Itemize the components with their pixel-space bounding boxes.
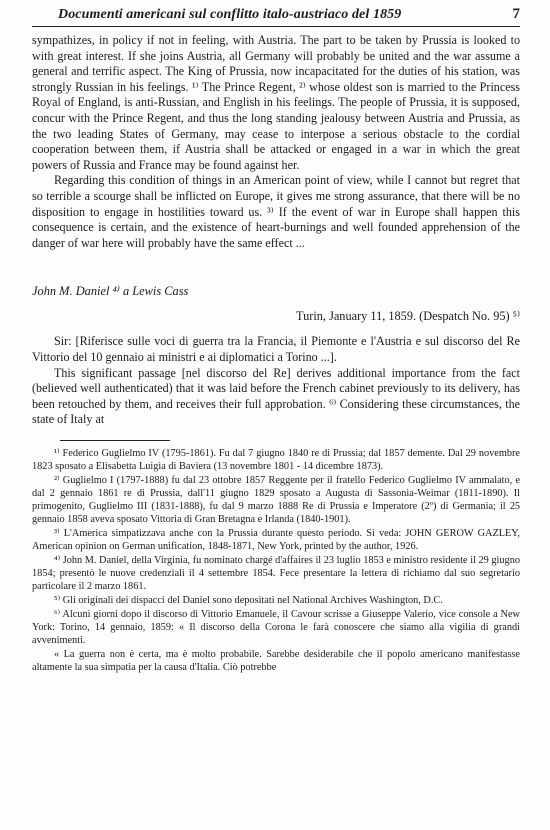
footnotes: [32, 447, 520, 674]
paragraph: sympathizes, in policy if not in feeling, with Austria. The part to be taken by Prussia is looked to with great interest. If she joins Austria, all Germany will probably be united and the war assume a general and terrific aspect. The King of Prussia, now incapacitated for the duties of his station, was strongly Russian in his feelings. ¹⁾ The Prince Regent, ²⁾ whose oldest son is married to the Princess Royal of England, is anti-Russian, and English in his feelings. The people of Prussia, it is supposed, concur with the Prince Regent, and thus the long standing jealousy between Austria and Prussia, as the two leading States of Germany, may cease to interpose a serious obstacle to the cordial cooperation between them, if Austria shall be attacked or engaged in a war in which the great powers of Russia and France may be found against her.: [32, 33, 520, 172]
letter-heading: John M. Daniel ⁴⁾ a Lewis Cass: [32, 284, 189, 299]
footnote: ²⁾ Guglielmo I (1797-1888) fu dal 23 ottobre 1857 Reggente per il fratello Federico Guglielmo IV ammalato, e dal 2 gennaio 1861 re di Prussia, dall'11 giugno 1829 sposato a Augusta di Sassonia-Weimar (1811-1890). Il primogenito, Guglielmo III (1831-1888), fu dal 9 marzo 1888 Re di Prussia e Imperatore (2º) di Germania; il 25 gennaio 1858 aveva sposato Vittoria di Gran Bretagna e Irlanda (1840-1901).: [32, 474, 520, 525]
footnote: ³⁾ L'America simpatizzava anche con la Prussia durante questo periodo. Si veda: JOHN GEROW GAZLEY, American opinion on German unification, 1848-1871, New York, printed by the author, 1926.: [32, 527, 520, 552]
running-title: Documenti americani sul conflitto italo-austriaco del 1859: [58, 7, 402, 22]
paragraph: Sir: [Riferisce sulle voci di guerra tra la Francia, il Piemonte e l'Austria e sul discorso del Re Vittorio del 10 gennaio ai ministri e ai diplomatici a Torino ...].: [32, 334, 520, 364]
page-number: 7: [512, 6, 520, 22]
footnote: « La guerra non è certa, ma è molto probabile. Sarebbe desiderabile che il popolo americano manifestasse altamente la sua simpatia per la causa d'Italia. Ciò potrebbe: [32, 648, 520, 673]
paragraph: Regarding this condition of things in an American point of view, while I cannot but regret that so terrible a scourge shall be inflicted on Europe, it gives me strong assurance, that there will be no disposition to engage in hostilities toward us. ³⁾ If the event of war in Europe shall happen this consequence is certain, and the existence of heart-burnings and well founded apprehension of the danger of war here will probably have the same effect ...: [32, 173, 520, 250]
letter-body: [32, 334, 520, 428]
footnote: ⁴⁾ John M. Daniel, della Virginia, fu nominato chargé d'affaires il 23 luglio 1853 e ministro residente il 29 giugno 1854; presentò le nuove credenziali il 4 settembre 1854. Fece presentare la lettera di richiamo dal suo segretario particolare il 2 marzo 1861.: [32, 554, 520, 592]
body-text: [32, 33, 520, 251]
running-header: [32, 6, 520, 27]
footnote-divider: [60, 440, 170, 441]
footnote: ⁵⁾ Gli originali dei dispacci del Daniel sono depositati nel National Archives Washington, D.C.: [54, 594, 443, 606]
footnote: ⁶⁾ Alcuni giorni dopo il discorso di Vittorio Emanuele, il Cavour scrisse a Giuseppe Valerio, vice console a New York: Torino, 14 gennaio, 1859: « Il discorso della Corona le farà conoscere che siamo alla vigilia di grandi avvenimenti.: [32, 608, 520, 646]
section-gap: [32, 251, 520, 283]
footnote: ¹⁾ Federico Guglielmo IV (1795-1861). Fu dal 7 giugno 1840 re di Prussia; dal 1857 demente. Dal 29 novembre 1823 sposato a Elisabetta Luigia di Baviera (13 novembre 1801 - 14 dicembre 1873).: [32, 447, 520, 472]
paragraph: This significant passage [nel discorso del Re] derives additional importance from the fact (believed well authenticated) that it was laid before the French cabinet previously to its delivery, has been retouched by them, and receives their full approbation. ⁶⁾ Considering these circumstances, the state of Italy at: [32, 365, 520, 427]
dateline: Turin, January 11, 1859. (Despatch No. 95) ⁵⁾: [296, 309, 520, 324]
